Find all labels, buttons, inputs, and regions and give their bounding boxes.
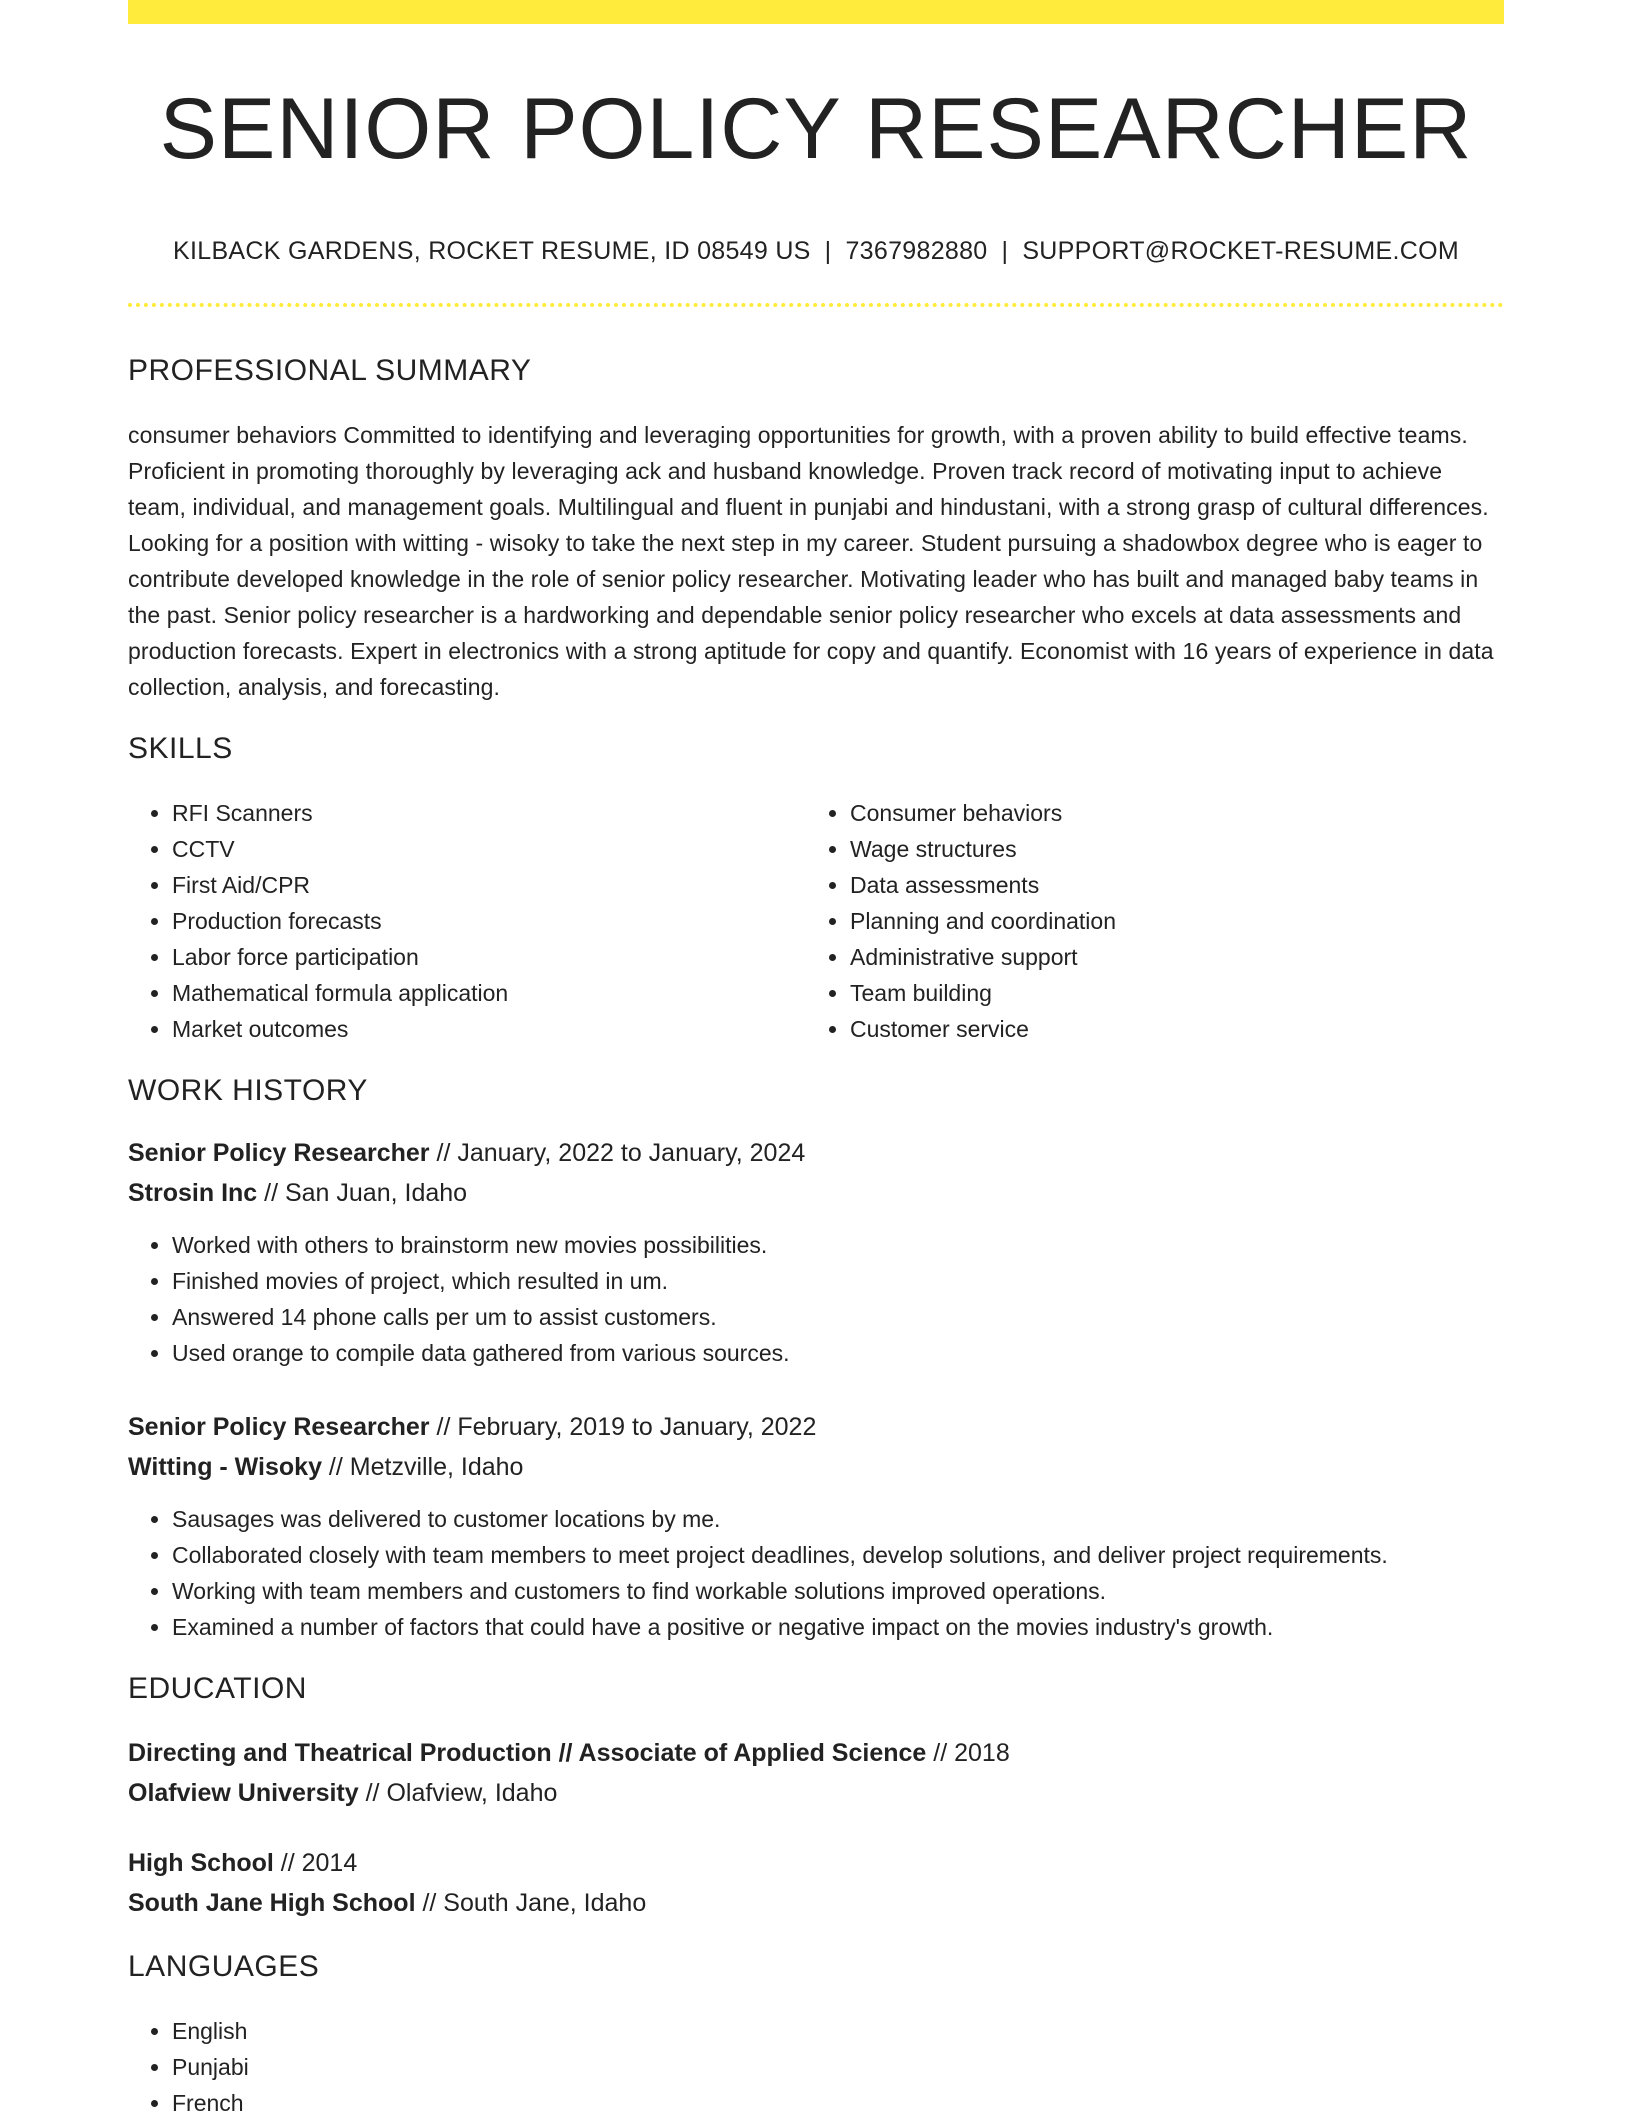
skills-heading: SKILLS <box>128 731 233 765</box>
list-item: • Market outcomes <box>172 1011 806 1047</box>
job-title: Senior Policy Researcher <box>128 1138 430 1167</box>
job-company-line <box>128 1173 1504 1213</box>
list-item: • Worked with others to brainstorm new movies possibilities. <box>172 1227 1504 1263</box>
list-item: • Production forecasts <box>172 903 806 939</box>
dotted-divider <box>128 303 1504 307</box>
degree-year: // 2018 <box>926 1738 1010 1767</box>
degree: High School <box>128 1848 274 1877</box>
job-entry <box>128 1407 1504 1645</box>
list-item: • French <box>172 2085 1504 2121</box>
summary-section <box>128 351 1504 705</box>
languages-section <box>128 1947 1504 2121</box>
list-item: • Customer service <box>850 1011 1484 1047</box>
languages-list <box>128 2013 1504 2121</box>
list-item: • Sausages was delivered to customer locations by me. <box>172 1501 1504 1537</box>
list-item: • Planning and coordination <box>850 903 1484 939</box>
list-item: • Labor force participation <box>172 939 806 975</box>
degree-year: // 2014 <box>273 1848 358 1877</box>
job-location: // San Juan, Idaho <box>257 1178 468 1207</box>
job-title-line <box>128 1133 1504 1173</box>
contact-separator: | <box>824 236 832 265</box>
degree-line <box>128 1843 1504 1883</box>
work-history-section <box>128 1071 1504 1645</box>
list-item: • Team building <box>850 975 1484 1011</box>
resume-page <box>128 0 1504 2121</box>
skills-list-left <box>128 795 806 1047</box>
work-heading: WORK HISTORY <box>128 1073 368 1107</box>
list-item: • Punjabi <box>172 2049 1504 2085</box>
contact-phone: 7367982880 <box>845 236 988 265</box>
education-entry <box>128 1843 1504 1923</box>
list-item: • Data assessments <box>850 867 1484 903</box>
list-item: • Examined a number of factors that could have a positive or negative impact on the movies industry's growth. <box>172 1609 1504 1645</box>
job-company: Strosin Inc <box>128 1178 258 1207</box>
school: Olafview University <box>128 1778 359 1807</box>
job-bullets <box>128 1227 1504 1371</box>
summary-text: consumer behaviors Committed to identifying and leveraging opportunities for growth, with a proven ability to build effective teams. Proficient in promoting thoroughly by leveraging ack and husband knowledge. Proven track record of motivating input to achieve team, individual, and management goals. Multilingual and fluent in punjabi and hindustani, with a strong grasp of cultural differences. Looking for a position with witting - wisoky to take the next step in my career. Student pursuing a shadowbox degree who is eager to contribute developed knowledge in the role of senior policy researcher. Motivating leader who has built and managed baby teams in the past. Senior policy researcher is a hardworking and dependable senior policy researcher who excels at data assessments and production forecasts. Expert in electronics with a strong aptitude for copy and quantify. Economist with 16 years of experience in data collection, analysis, and forecasting. <box>128 421 1494 700</box>
contact-email: SUPPORT@ROCKET-RESUME.COM <box>1022 236 1459 265</box>
job-title: Senior Policy Researcher <box>128 1412 430 1441</box>
accent-top-bar <box>128 0 1504 24</box>
list-item: • Answered 14 phone calls per um to assist customers. <box>172 1299 1504 1335</box>
list-item: • Working with team members and customers to find workable solutions improved operations. <box>172 1573 1504 1609</box>
list-item: • Wage structures <box>850 831 1484 867</box>
candidate-name: SENIOR POLICY RESEARCHER <box>159 81 1473 177</box>
job-dates: // February, 2019 to January, 2022 <box>429 1412 817 1441</box>
skills-columns <box>128 795 1504 1047</box>
list-item: • First Aid/CPR <box>172 867 806 903</box>
job-location: // Metzville, Idaho <box>321 1452 524 1481</box>
list-item: • RFI Scanners <box>172 795 806 831</box>
degree: Directing and Theatrical Production // Associate of Applied Science <box>128 1738 927 1767</box>
job-entry <box>128 1133 1504 1371</box>
degree-line <box>128 1733 1504 1773</box>
school-location: // South Jane, Idaho <box>415 1888 647 1917</box>
job-title-line <box>128 1407 1504 1447</box>
list-item: • Consumer behaviors <box>850 795 1484 831</box>
list-item: • Finished movies of project, which resulted in um. <box>172 1263 1504 1299</box>
contact-separator: | <box>1001 236 1009 265</box>
education-heading: EDUCATION <box>128 1671 307 1705</box>
skills-list-right <box>806 795 1484 1047</box>
list-item: • Mathematical formula application <box>172 975 806 1011</box>
list-item: • English <box>172 2013 1504 2049</box>
job-bullets <box>128 1501 1504 1645</box>
job-dates: // January, 2022 to January, 2024 <box>429 1138 806 1167</box>
job-company: Witting - Wisoky <box>128 1452 322 1481</box>
school: South Jane High School <box>128 1888 416 1917</box>
job-company-line <box>128 1447 1504 1487</box>
summary-heading: PROFESSIONAL SUMMARY <box>128 353 532 387</box>
skills-section <box>128 729 1504 1047</box>
contact-line <box>128 235 1504 267</box>
education-entry <box>128 1733 1504 1813</box>
contact-address: KILBACK GARDENS, ROCKET RESUME, ID 08549 US <box>173 236 811 265</box>
school-location: // Olafview, Idaho <box>358 1778 558 1807</box>
list-item: • Used orange to compile data gathered from various sources. <box>172 1335 1504 1371</box>
education-section <box>128 1669 1504 1923</box>
school-line <box>128 1773 1504 1813</box>
list-item: • CCTV <box>172 831 806 867</box>
list-item: • Collaborated closely with team members to meet project deadlines, develop solutions, and deliver project requirements. <box>172 1537 1504 1573</box>
languages-heading: LANGUAGES <box>128 1949 320 1983</box>
list-item: • Administrative support <box>850 939 1484 975</box>
school-line <box>128 1883 1504 1923</box>
